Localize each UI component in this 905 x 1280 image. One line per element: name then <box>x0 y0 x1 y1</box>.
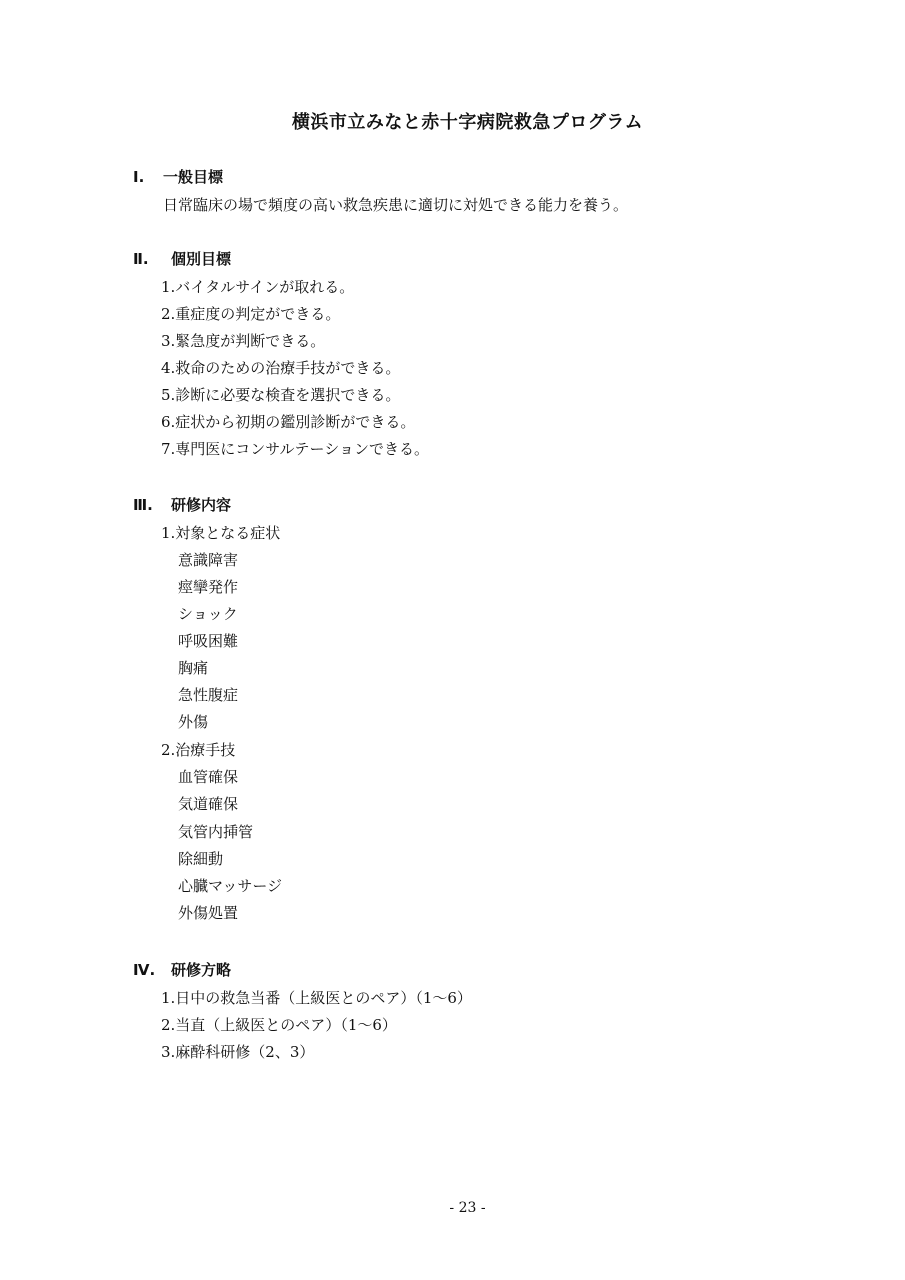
list-item: 外傷処置 <box>178 904 239 922</box>
list-item: 4.救命のための治療手技ができる。 <box>161 359 401 377</box>
document-title: 横浜市立みなと赤十字病院救急プログラム <box>291 112 644 133</box>
list-item: 気管内挿管 <box>178 823 254 841</box>
list-item: 6.症状から初期の鑑別診断ができる。 <box>161 413 416 431</box>
page-number: - 23 - <box>449 1200 486 1216</box>
section-numeral: Ⅰ. <box>133 168 145 186</box>
list-item: 意識障害 <box>178 551 239 569</box>
list-item: 急性腹症 <box>178 686 239 704</box>
general-goal-text: 日常臨床の場で頻度の高い救急疾患に適切に対処できる能力を養う。 <box>163 196 629 214</box>
list-item: 7.専門医にコンサルテーションできる。 <box>161 440 429 458</box>
section-title: 研修方略 <box>171 961 232 979</box>
section-numeral: Ⅲ. <box>133 496 153 514</box>
list-item: 2.当直（上級医とのペア）（1～6） <box>161 1016 397 1034</box>
section-numeral: Ⅳ. <box>133 961 156 979</box>
group-label-symptoms: 1.対象となる症状 <box>161 524 281 542</box>
list-item: 胸痛 <box>178 659 209 677</box>
list-item: 2.重症度の判定ができる。 <box>161 305 341 323</box>
list-item: 1.日中の救急当番（上級医とのペア）（1～6） <box>161 989 472 1007</box>
group-label-procedures: 2.治療手技 <box>161 741 236 759</box>
list-item: 外傷 <box>178 713 209 731</box>
section-title: 一般目標 <box>163 168 224 186</box>
list-item: 5.診断に必要な検査を選択できる。 <box>161 386 401 404</box>
section-title: 個別目標 <box>171 250 232 268</box>
list-item: 気道確保 <box>178 795 239 813</box>
list-item: 呼吸困難 <box>178 632 239 650</box>
list-item: 心臓マッサージ <box>178 877 283 895</box>
list-item: 1.バイタルサインが取れる。 <box>161 278 355 296</box>
section-title: 研修内容 <box>171 496 232 514</box>
list-item: 血管確保 <box>178 768 239 786</box>
list-item: 痙攣発作 <box>178 578 239 596</box>
list-item: 3.緊急度が判断できる。 <box>161 332 326 350</box>
list-item: 除細動 <box>178 850 224 868</box>
section-numeral: Ⅱ. <box>133 250 149 268</box>
list-item: 3.麻酔科研修（2、3） <box>161 1043 315 1061</box>
list-item: ショック <box>178 605 238 623</box>
